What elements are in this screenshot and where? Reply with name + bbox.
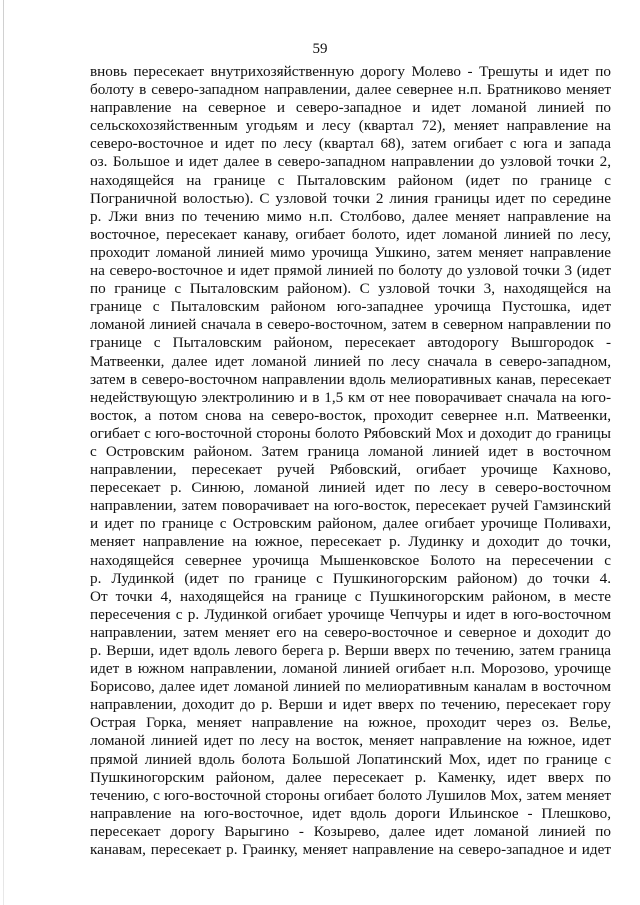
text-line: Матвеенки, далее идет ломаной линией по лесу сначала в северо-западном, xyxy=(90,352,611,370)
text-line: прямой линией вдоль болота Большой Лопатинский Мох, идет по границе с xyxy=(90,750,611,768)
text-line: направление на юго-восточное, идет вдоль дороги Ильинское - Плешково, xyxy=(90,804,611,822)
text-line: затем в северо-восточном направлении вдоль мелиоративных канав, пересекает xyxy=(90,370,611,388)
text-line: направлении, пересекает ручей Рябовский, огибает урочище Кахново, xyxy=(90,461,611,479)
text-line: болоту в северо-западном направлении, далее севернее н.п. Братниково меняет xyxy=(90,81,611,99)
text-line: вновь пересекает внутрихозяйственную дорогу Молево - Трешуты и идет по xyxy=(90,63,611,80)
body-text xyxy=(90,63,611,859)
text-line: течению, с юго-восточной стороны огибает болото Лушилов Мох, затем меняет xyxy=(90,786,611,804)
text-line: границе с Пыталовским районом, пересекает автодорогу Вышгородок - xyxy=(90,334,611,352)
page-number: 59 xyxy=(312,41,328,57)
text-line: канавам, пересекает р. Граинку, меняет направление на северо-западное и идет xyxy=(90,841,611,859)
text-line: на северо-восточное и идет прямой линией по болоту до узловой точки 3 (идет xyxy=(90,262,611,280)
text-line: восточное, пересекает канаву, огибает болото, идет ломаной линией по лесу, xyxy=(90,225,611,243)
text-line: Борисово, далее идет ломаной линией по мелиоративным каналам в восточном xyxy=(90,678,611,696)
text-line: От точки 4, находящейся на границе с Пушкиногорским районом, в месте xyxy=(90,587,611,605)
scan-edge xyxy=(3,0,4,905)
text-line: северо-восточное и идет по лесу (квартал 68), затем огибает с юга и запада xyxy=(90,135,611,153)
text-line: р. Верши, идет вдоль левого берега р. Верши вверх по течению, затем граница xyxy=(90,642,611,659)
text-line: находящейся на границе с Пыталовским районом (идет по границе с xyxy=(90,171,611,189)
text-line: находящейся севернее урочища Мышенковское Болото на пересечении с xyxy=(90,551,611,569)
text-line: недействующую электролинию и в 1,5 км от нее поворачивает сначала на юго- xyxy=(90,388,611,406)
text-line: проходит ломаной линией мимо урочища Ушкино, затем меняет направление xyxy=(90,243,611,261)
text-line: Пушкиногорским районом, далее пересекает р. Каменку, идет вверх по xyxy=(90,768,611,786)
text-line: по границе с Пыталовским районом). С узловой точки 3, находящейся на xyxy=(90,280,611,298)
text-line: Острая Горка, меняет направление на южное, проходит через оз. Велье, xyxy=(90,714,611,732)
text-line: меняет направление на южное, пересекает р. Лудинку и доходит до точки, xyxy=(90,533,611,551)
text-line: и идет по границе с Островским районом, далее огибает урочище Поливахи, xyxy=(90,515,611,533)
text-line: пересекает р. Синюю, ломаной линией идет по лесу в северо-восточном xyxy=(90,479,611,497)
text-line: направлении, доходит до р. Верши и идет вверх по течению, пересекает гору xyxy=(90,696,611,714)
text-line: сельскохозяйственным угодьям и лесу (квартал 72), меняет направление на xyxy=(90,117,611,135)
text-line: Пограничной волостью). С узловой точки 2 линия границы идет по середине xyxy=(90,189,611,207)
text-line: восток, а потом снова на северо-восток, проходит севернее н.п. Матвеенки, xyxy=(90,406,611,424)
text-line: ломаной линией идет по лесу на восток, меняет направление на южное, идет xyxy=(90,732,611,750)
text-line: границе с Пыталовским районом юго-западнее урочища Пустошка, идет xyxy=(90,298,611,316)
text-line: с Островским районом. Затем граница ломаной линией идет в восточном xyxy=(90,442,611,460)
text-line: оз. Большое и идет далее в северо-западном направлении до узловой точки 2, xyxy=(90,153,611,171)
text-line: р. Лжи вниз по течению мимо н.п. Столбово, далее меняет направление на xyxy=(90,207,611,225)
text-line: идет в южном направлении, ломаной линией огибает н.п. Морозово, урочище xyxy=(90,660,611,678)
text-line: р. Лудинкой (идет по границе с Пушкиногорским районом) до точки 4. xyxy=(90,569,611,587)
text-line: направление на северное и северо-западное и идет ломаной линией по xyxy=(90,99,611,117)
text-line: пересекает дорогу Варыгино - Козырево, далее идет ломаной линией по xyxy=(90,822,611,840)
text-line: направлении, затем поворачивает на юго-восток, пересекает ручей Гамзинский xyxy=(90,497,611,515)
text-line: ломаной линией сначала в северо-восточном, затем в северном направлении по xyxy=(90,316,611,334)
text-line: огибает с юго-восточной стороны болото Рябовский Мох и доходит до границы xyxy=(90,424,611,442)
text-line: направлении, затем меняет его на северо-восточное и северное и доходит до xyxy=(90,623,611,641)
text-line: пересечения с р. Лудинкой огибает урочище Чепчуры и идет в юго-восточном xyxy=(90,605,611,623)
